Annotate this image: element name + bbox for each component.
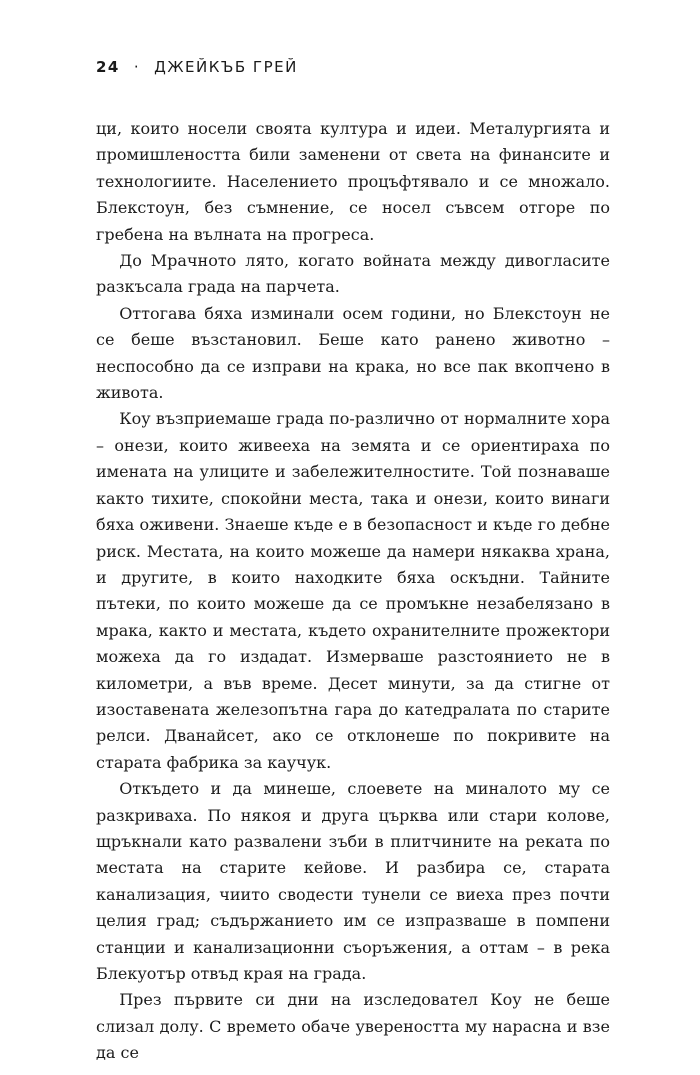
page-number: 24 bbox=[96, 58, 120, 76]
paragraph: Оттогава бяха изминали осем години, но Блекстоун не се беше възстановил. Беше като ранено животно – неспособно да се изправи на крака, но все пак вкопчено в живота. bbox=[96, 303, 610, 403]
running-header bbox=[96, 58, 298, 76]
paragraph: Откъдето и да минеше, слоевете на миналото му се разкриваха. По някоя и друга църква или стари колове, щръкнали като развалени зъби в плитчините на реката по местата на старите кейове. И разбира се, старата канализация, чиито сводести тунели се виеха през почти целия град; съдържанието им се изпразваше в помпени станции и канализационни съоръжения, а оттам – в река Блекуотър отвъд края на града. bbox=[96, 779, 610, 983]
paragraph: До Мрачното лято, когато войната между дивогласите разкъсала града на парчета. bbox=[96, 251, 610, 297]
author-name: ДЖЕЙКЪБ ГРЕЙ bbox=[154, 58, 298, 76]
paragraph: Коу възприемаше града по-различно от нормалните хора – онези, които живееха на земята и се ориентираха по имената на улиците и забележителностите. Той познаваше както тихите, спокойни места, така и онези, които винаги бяха оживени. Знаеше къде е в безопасност и къде го дебне риск. Местата, на които можеше да намери някаква храна, и другите, в които находките бяха оскъдни. Тайните пътеки, по които можеше да се промъкне незабелязано в мрака, както и местата, където охранителните прожектори можеха да го издадат. Измерваше разстоянието не в километри, а във време. Десет минути, за да стигне от изоставената железопътна гара до катедралата по старите релси. Дванайсет, ако се отклонеше по покривите на старата фабрика за каучук. bbox=[96, 409, 610, 772]
paragraph: ци, които носели своята култура и идеи. Металургията и промишлеността били заменени от света на финансите и технологиите. Населението процъфтявало и се множало. Блекстоун, без съмнение, се носел съвсем отгоре по гребена на вълната на прогреса. bbox=[96, 119, 610, 244]
body-text bbox=[96, 116, 610, 1067]
paragraph: През първите си дни на изследовател Коу не беше слизал долу. С времето обаче увереността му нарасна и взе да се bbox=[96, 990, 610, 1063]
header-separator: · bbox=[133, 58, 141, 76]
